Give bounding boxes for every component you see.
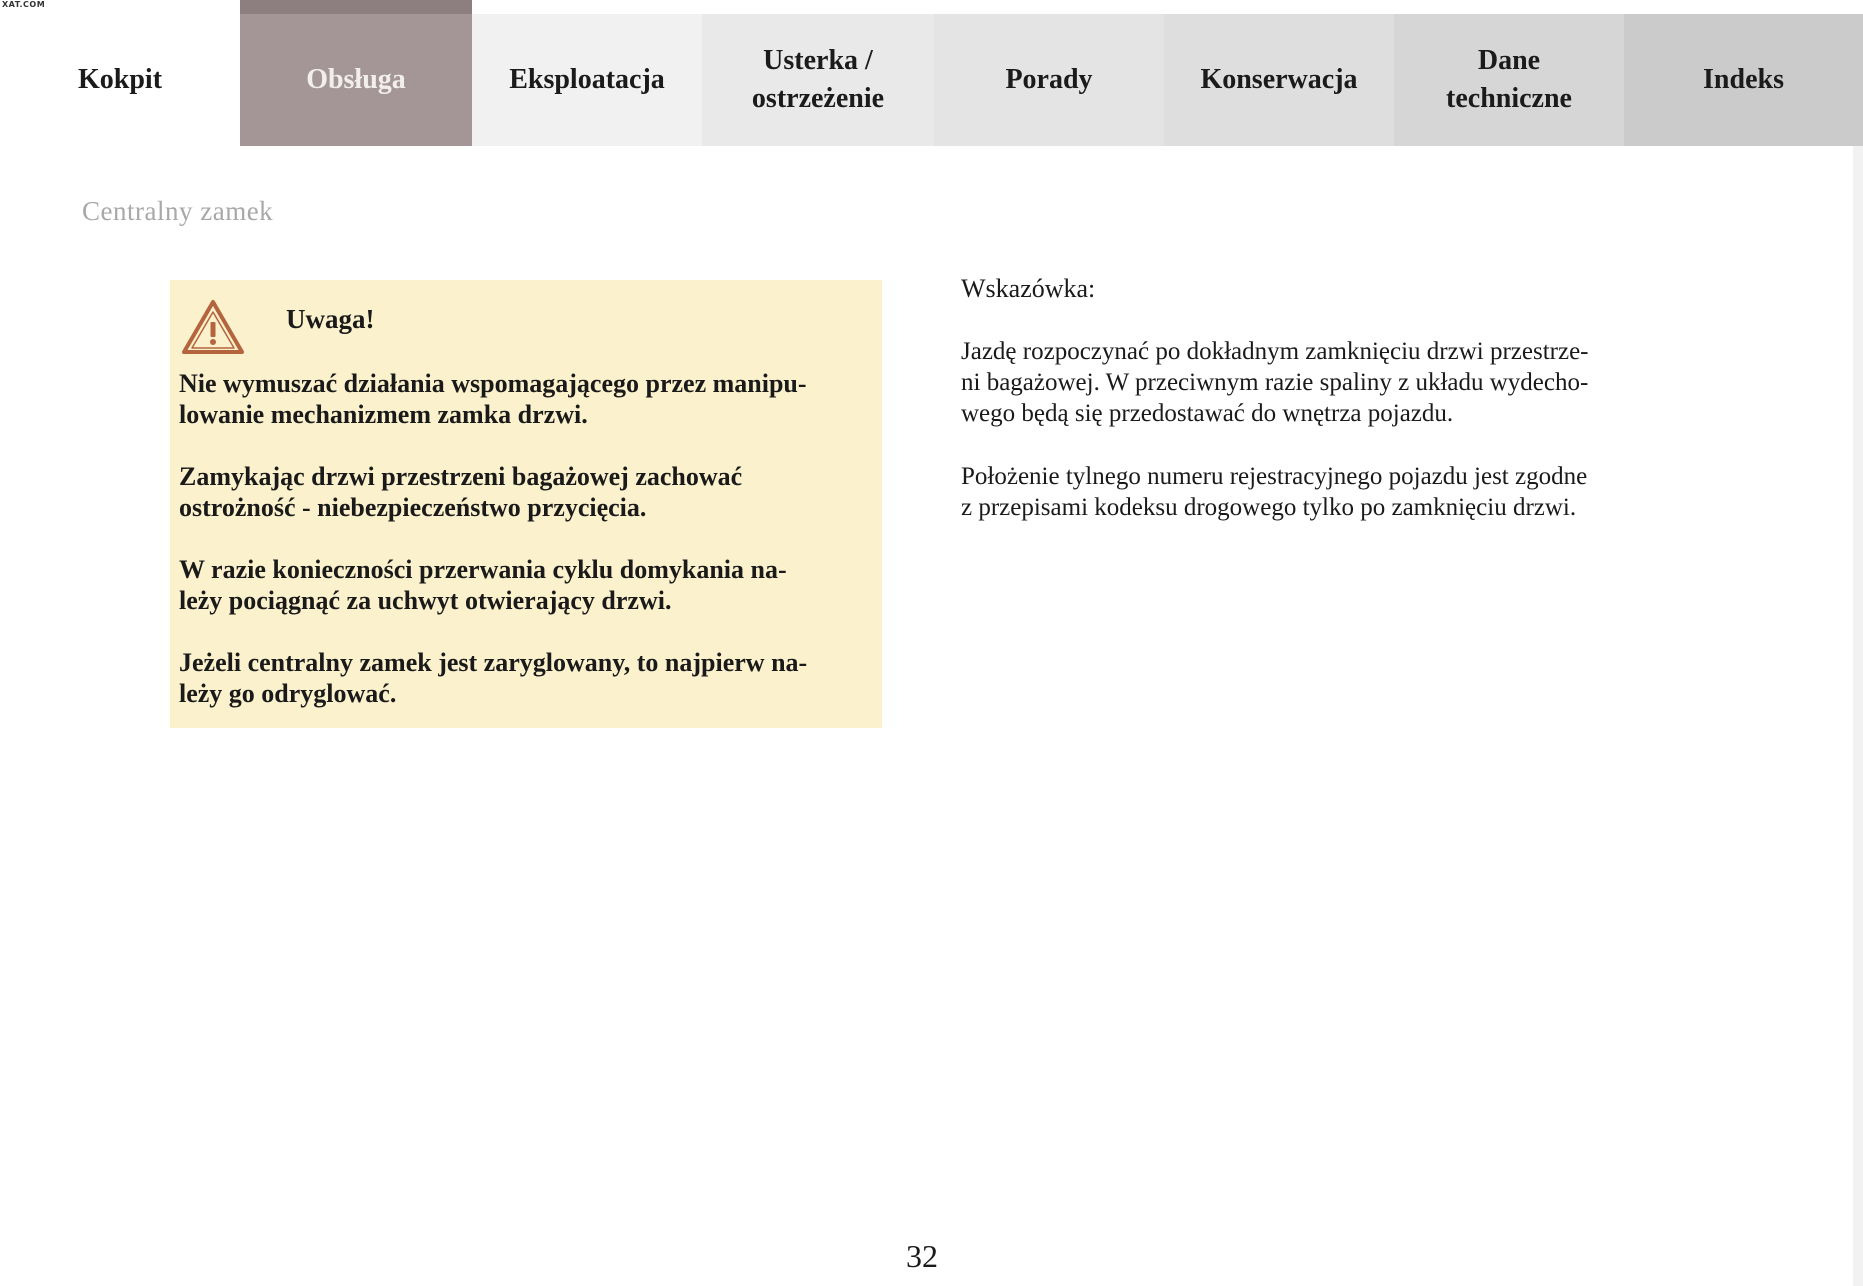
warning-paragraph: Zamykając drzwi przestrzeni bagażowej zachować ostrożność - niebezpieczeństwo przycięcia. <box>179 462 743 522</box>
hint-paragraph: Jazdę rozpoczynać po dokładnym zamknięciu drzwi przestrze- ni bagażowej. W przeciwnym razie spaliny z układu wydecho- wego będą się przedostawać do wnętrza pojazdu. <box>961 338 1589 427</box>
tab-label: Usterka / ostrzeżenie <box>751 45 885 114</box>
warning-paragraph: W razie konieczności przerwania cyklu domykania na- leży pociągnąć za uchwyt otwierający drzwi. <box>179 555 787 615</box>
tab-label: Obsługa <box>306 64 406 95</box>
tab-label: Dane techniczne <box>1446 45 1572 114</box>
tab-label: Eksploatacja <box>509 64 665 95</box>
section-title: Centralny zamek <box>82 196 274 226</box>
chapter-tab-bar <box>0 0 1863 146</box>
page-number: 32 <box>906 1238 938 1274</box>
tab-kokpit[interactable] <box>0 0 240 146</box>
tab-label: Indeks <box>1703 64 1784 95</box>
hint-paragraph: Położenie tylnego numeru rejestracyjnego pojazdu jest zgodne z przepisami kodeksu drogowego tylko po zamknięciu drzwi. <box>961 463 1588 521</box>
tab-usterka-ostrzezenie[interactable] <box>702 0 934 146</box>
warning-heading: Uwaga! <box>286 304 375 334</box>
tab-dane-techniczne[interactable] <box>1394 0 1624 146</box>
tab-obsluga[interactable] <box>240 0 472 146</box>
warning-paragraph: Jeżeli centralny zamek jest zaryglowany, to najpierw na- leży go odryglować. <box>179 648 808 708</box>
tab-konserwacja[interactable] <box>1164 0 1394 146</box>
page-edge <box>1853 146 1863 1286</box>
warning-paragraph: Nie wymuszać działania wspomagającego przez manipu- lowanie mechanizmem zamka drzwi. <box>179 369 807 429</box>
tab-indeks[interactable] <box>1624 0 1863 146</box>
warning-triangle-icon <box>180 298 246 356</box>
watermark-text: XAT.COM <box>2 0 46 9</box>
tab-label: Kokpit <box>77 64 163 95</box>
tab-eksploatacja[interactable] <box>472 0 702 146</box>
tab-label: Konserwacja <box>1200 64 1358 95</box>
tab-porady[interactable] <box>934 0 1164 146</box>
hint-title: Wskazówka: <box>961 274 1096 303</box>
warning-text <box>179 368 869 740</box>
hint-text <box>961 336 1721 555</box>
tab-label: Porady <box>1005 64 1093 95</box>
